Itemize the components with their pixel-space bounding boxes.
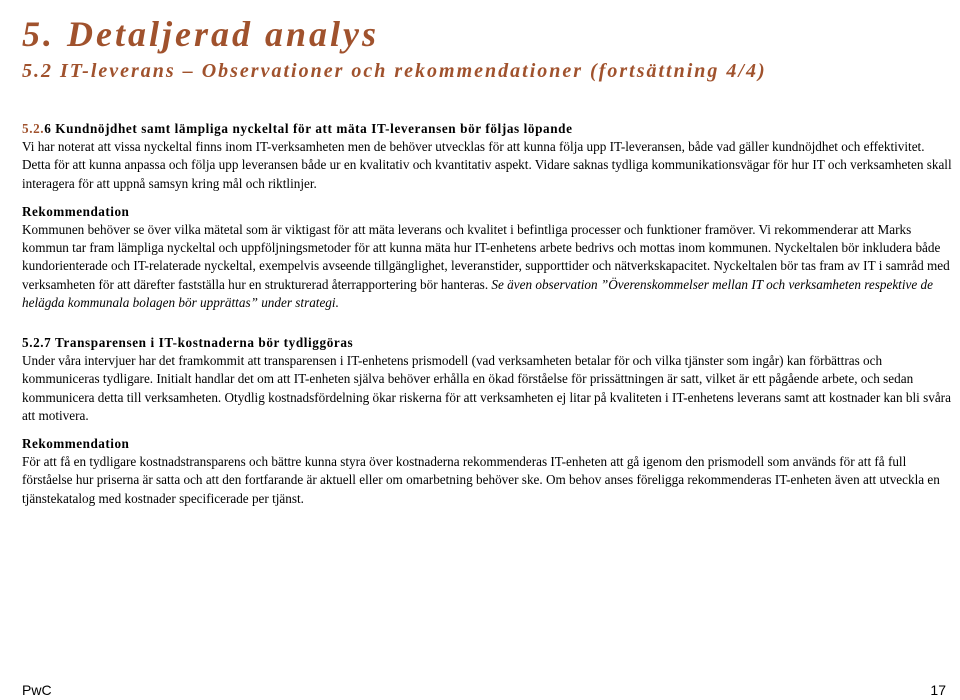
section-heading-5-2-7: 5.2.7 Transparensen i IT-kostnaderna bör tydliggöras: [22, 335, 354, 351]
section-spacer: [22, 312, 952, 334]
recommendation-italic-note: Se även observation ”Överenskommelser mellan IT och verksamheten respektive de helägda kommunala bolagen bör upprättas” under strategi.: [22, 276, 933, 310]
page-title: 5. Detaljerad analys: [22, 14, 379, 54]
section-heading-text: 6 Kundnöjdhet samt lämpliga nyckeltal för att mäta IT-leveransen bör följas löpande: [44, 121, 573, 136]
main-content: [22, 120, 952, 508]
recommendation-heading-2: Rekommendation: [22, 436, 130, 452]
recommendation-body-2: För att få en tydligare kostnadstransparens och bättre kunna styra över kostnaderna rekommenderas IT-enheten att gå igenom den prismodell som används för att få full förståelse hur priserna är satta och att den fortfarande är aktuell eller om omarbetning behöver ske. Om behov anses föreligga rekommenderas IT-enheten även att utveckla en tjänstekatalog med kostnader specificerade per tjänst.: [22, 454, 940, 506]
section-body-5-2-7: Under våra intervjuer har det framkommit att transparensen i IT-enhetens prismodell (vad verksamheten betalar för och vilka tjänster som ingår) kan förbättras och kommuniceras tydligare. Initialt handlar det om att IT-enheten själva behöver erhålla en ökad förståelse för prissättningen är satt, vilket är ett pågående arbete, och sedan kommunicera detta till verksamheten. Otydlig kostnadsfördelning ökar riskerna för att verksamheten ej litar på kvaliteten i IT-enhetens leverans samt att kostnader kan bli svåra att motivera.: [22, 353, 951, 423]
section-heading-5-2-6: [22, 120, 952, 138]
section-body-5-2-6: Vi har noterat att vissa nyckeltal finns inom IT-verksamheten men de behöver utvecklas för att kunna följa upp IT-leveransen, både vad gäller kundnöjdhet och effektivitet. Detta för att kunna anpassa och följa upp leveransen både ur en kvalitativ och kvantitativ aspekt. Vidare saknas tydliga kommunikationsvägar för hur IT och verksamheten skall interagera för att uppnå samsyn kring mål och riktlinjer.: [22, 139, 952, 191]
footer-brand: PwC: [22, 682, 52, 698]
recommendation-body-1: [22, 221, 952, 312]
section-number-prefix: 5.2.: [22, 121, 45, 136]
page-subtitle: 5.2 IT-leverans – Observationer och rekommendationer (fortsättning 4/4): [22, 60, 767, 82]
recommendation-text-1: Kommunen behöver se över vilka mätetal som är viktigast för att mäta leverans och kvalitet i befintliga processer och funktioner framöver. Vi rekommenderar att Marks kommun tar fram lämpliga nyckeltal och uppföljningsmetoder för att kunna mäta hur IT-enhetens arbete bedrivs och mottas inom kommunen. Nyckeltalen bör inkludera både kundorienterade och IT-relaterade nyckeltal, exempelvis avseende tillgänglighet, leveranstider, supporttider och nätverkskapacitet. Nyckeltalen bör tas fram av IT i samråd med verksamheten för att därefter fastställa hur en strukturerad återrapportering bör hanteras.: [22, 222, 950, 292]
recommendation-heading-1: Rekommendation: [22, 203, 130, 219]
footer-page-number: 17: [930, 682, 946, 698]
